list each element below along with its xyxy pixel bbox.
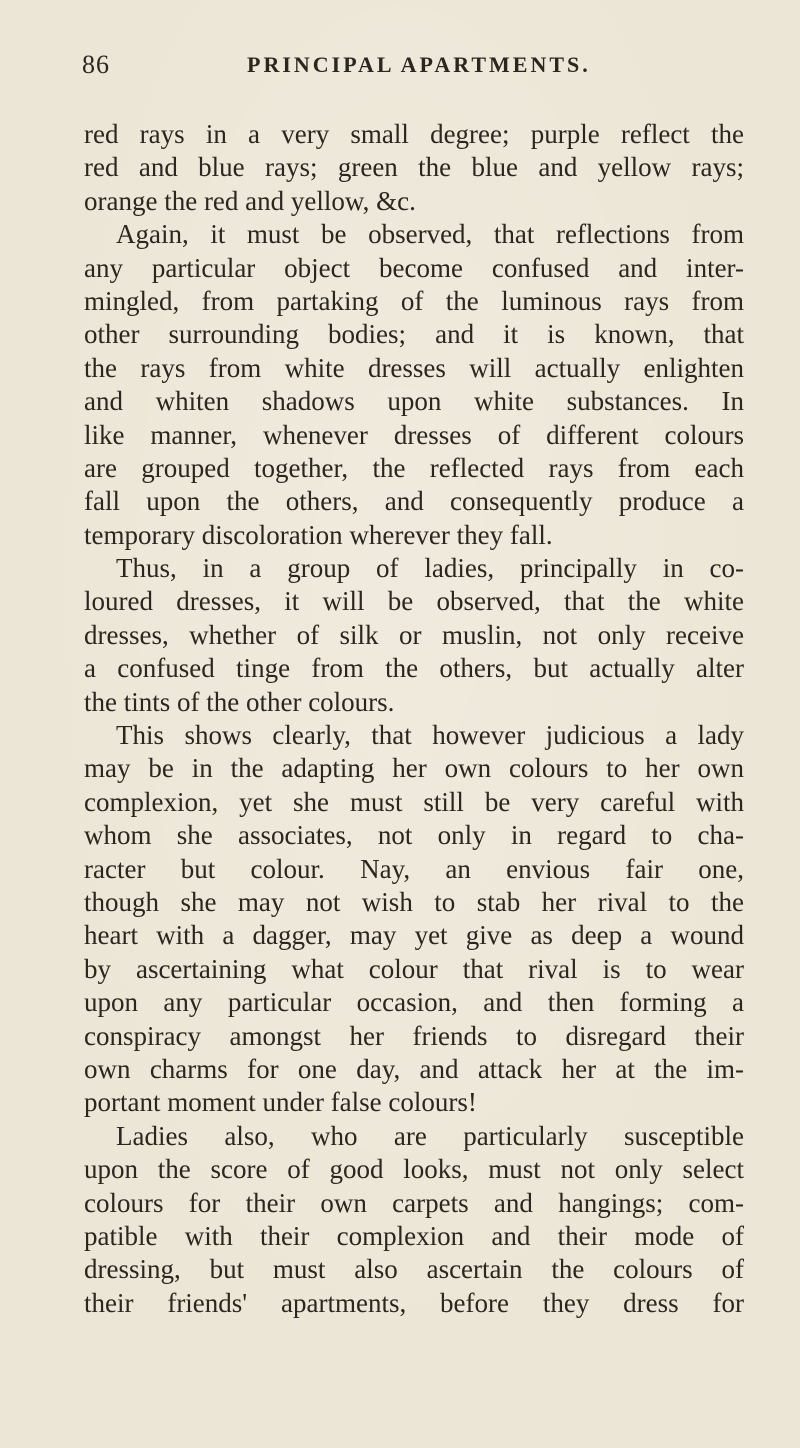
- text-line: This shows clearly, that however judicious a lady: [116, 720, 744, 751]
- text-line: are grouped together, the reflected rays from each: [84, 452, 744, 483]
- running-title: PRINCIPAL APARTMENTS.: [247, 52, 591, 77]
- text-line: temporary discoloration wherever they fall.: [84, 519, 553, 550]
- text-line: upon any particular occasion, and then forming a: [84, 987, 744, 1018]
- text-line: red rays in a very small degree; purple reflect the: [84, 119, 744, 149]
- text-line: any particular object become confused and inter-: [84, 252, 744, 283]
- text-line: own charms for one day, and attack her at the im-: [84, 1053, 744, 1084]
- text-line: a confused tinge from the others, but actually alter: [84, 653, 744, 684]
- text-line: their friends' apartments, before they dress for: [84, 1287, 744, 1318]
- body-text: [84, 118, 744, 1320]
- text-line: Again, it must be observed, that reflections from: [116, 219, 744, 250]
- text-line: portant moment under false colours!: [84, 1087, 477, 1118]
- text-line: whom she associates, not only in regard to cha-: [84, 820, 744, 851]
- text-line: the rays from white dresses will actually enlighten: [84, 352, 744, 383]
- text-line: red and blue rays; green the blue and yellow rays;: [84, 152, 744, 183]
- text-line: upon the score of good looks, must not only select: [84, 1154, 744, 1185]
- text-line: by ascertaining what colour that rival is to wear: [84, 953, 744, 984]
- running-head: [82, 50, 740, 90]
- text-line: and whiten shadows upon white substances. In: [84, 386, 744, 417]
- text-line: mingled, from partaking of the luminous rays from: [84, 285, 744, 316]
- text-line: complexion, yet she must still be very careful with: [84, 786, 744, 817]
- text-line: Ladies also, who are particularly susceptible: [116, 1120, 744, 1151]
- text-line: orange the red and yellow, &c.: [84, 185, 416, 216]
- page-number: 86: [82, 50, 110, 79]
- text-line: conspiracy amongst her friends to disregard their: [84, 1020, 744, 1051]
- text-line: dresses, whether of silk or muslin, not only receive: [84, 619, 744, 650]
- text-line: dressing, but must also ascertain the colours of: [84, 1254, 744, 1285]
- text-line: the tints of the other colours.: [84, 686, 395, 717]
- text-line: racter but colour. Nay, an envious fair one,: [84, 853, 744, 884]
- text-line: Thus, in a group of ladies, principally in co-: [116, 553, 744, 584]
- text-line: patible with their complexion and their mode of: [84, 1220, 744, 1251]
- text-line: loured dresses, it will be observed, that the white: [84, 586, 744, 617]
- text-line: other surrounding bodies; and it is known, that: [84, 319, 744, 350]
- text-line: fall upon the others, and consequently produce a: [84, 486, 744, 517]
- text-line: heart with a dagger, may yet give as deep a wound: [84, 920, 744, 951]
- text-line: like manner, whenever dresses of different colours: [84, 419, 744, 450]
- text-line: colours for their own carpets and hangings; com-: [84, 1187, 744, 1218]
- text-line: though she may not wish to stab her rival to the: [84, 886, 744, 917]
- text-line: may be in the adapting her own colours to her own: [84, 753, 744, 784]
